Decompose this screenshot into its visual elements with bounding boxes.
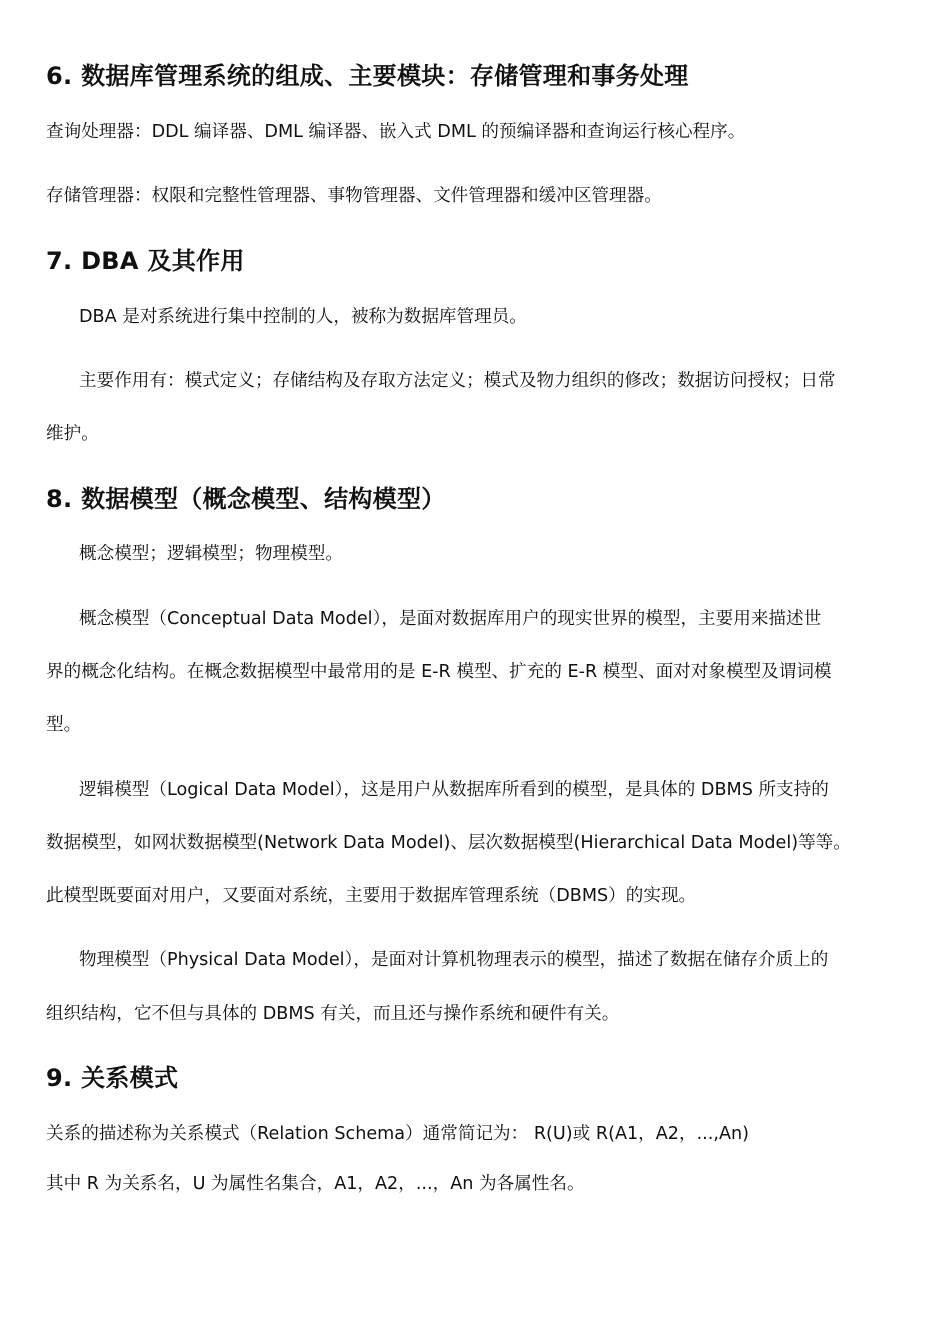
section-8-paragraph-4-line-2: 组织结构，它不但与具体的 DBMS 有关，而且还与操作系统和硬件有关。 [46,1004,620,1024]
section-8-paragraph-1: 概念模型；逻辑模型；物理模型。 [79,544,343,564]
section-6-paragraph-2: 存储管理器：权限和完整性管理器、事物管理器、文件管理器和缓冲区管理器。 [46,186,662,206]
section-8-paragraph-3-line-3: 此模型既要面对用户，又要面对系统，主要用于数据库管理系统（DBMS）的实现。 [46,886,697,906]
section-8-paragraph-3-line-1: 逻辑模型（Logical Data Model），这是用户从数据库所看到的模型，是具体的 DBMS 所支持的 [79,780,829,800]
section-8-paragraph-4-line-1: 物理模型（Physical Data Model），是面对计算机物理表示的模型，描述了数据在储存介质上的 [79,950,829,970]
section-6-heading: 6. 数据库管理系统的组成、主要模块：存储管理和事务处理 [46,62,689,90]
section-8-paragraph-2-line-1: 概念模型（Conceptual Data Model），是面对数据库用户的现实世界的模型，主要用来描述世 [79,609,822,629]
section-8-heading: 8. 数据模型（概念模型、结构模型） [46,485,446,513]
section-7-paragraph-1: DBA 是对系统进行集中控制的人，被称为数据库管理员。 [79,307,527,327]
section-9-heading: 9. 关系模式 [46,1064,179,1092]
section-6-paragraph-1: 查询处理器：DDL 编译器、DML 编译器、嵌入式 DML 的预编译器和查询运行核心程序。 [46,122,746,142]
section-9-paragraph-2: 其中 R 为关系名，U 为属性名集合，A1，A2，...，An 为各属性名。 [46,1174,585,1194]
section-7-paragraph-2-line-1: 主要作用有：模式定义；存储结构及存取方法定义；模式及物力组织的修改；数据访问授权；日常 [79,371,836,391]
section-7-paragraph-2-line-2: 维护。 [46,424,99,444]
section-8-paragraph-3-line-2: 数据模型，如网状数据模型(Network Data Model)、层次数据模型(Hierarchical Data Model)等等。 [46,833,851,853]
section-7-heading: 7. DBA 及其作用 [46,247,245,275]
section-9-paragraph-1: 关系的描述称为关系模式（Relation Schema）通常简记为： R(U)或 R(A1，A2，...,An) [46,1124,750,1144]
section-8-paragraph-2-line-3: 型。 [46,715,82,735]
section-8-paragraph-2-line-2: 界的概念化结构。在概念数据模型中最常用的是 E-R 模型、扩充的 E-R 模型、面对对象模型及谓词模 [46,662,832,682]
